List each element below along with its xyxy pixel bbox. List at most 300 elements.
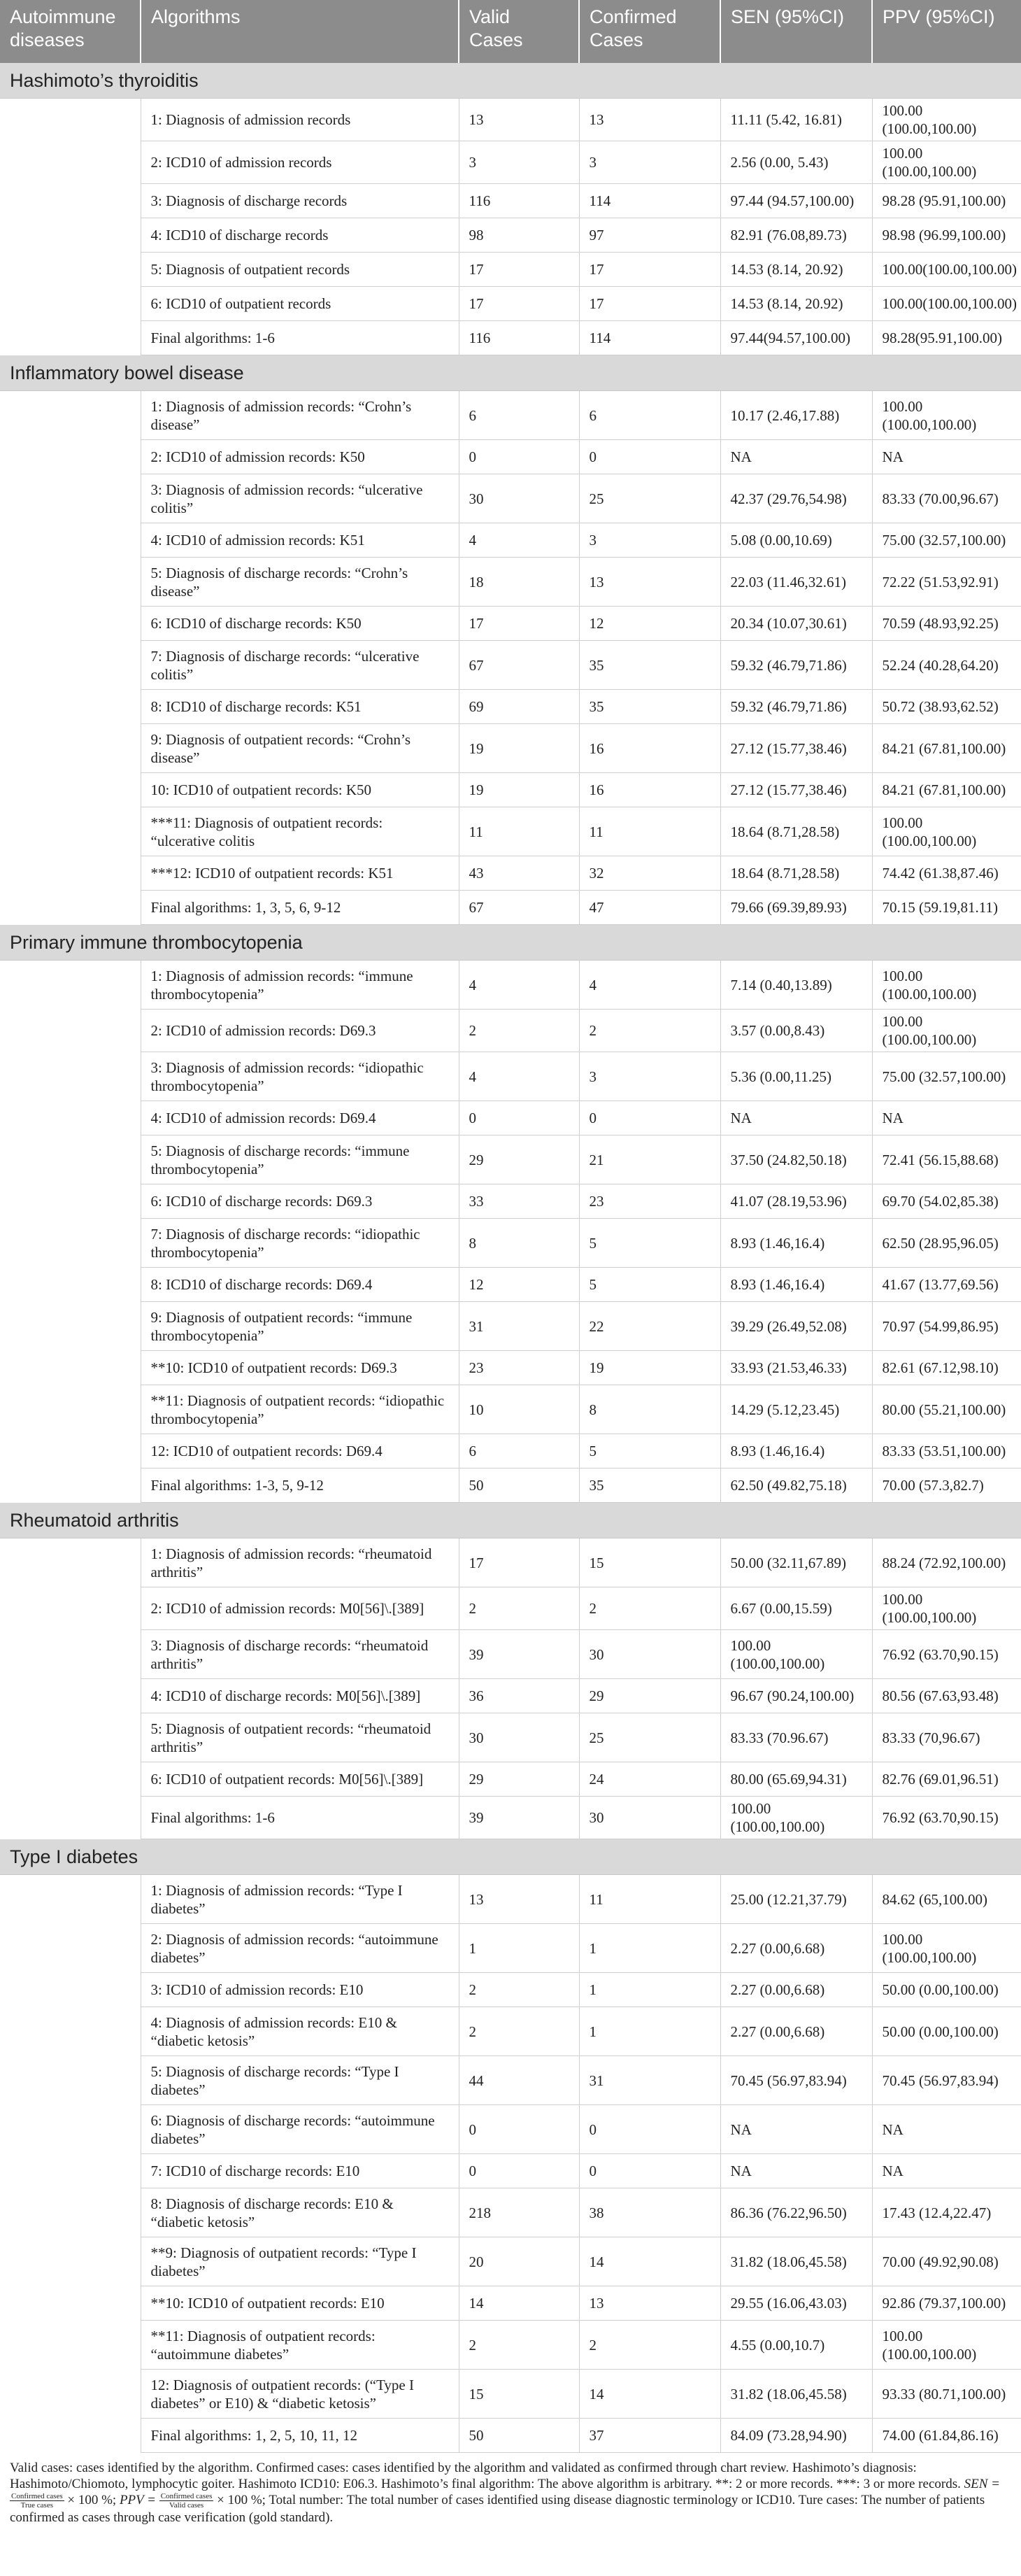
sen-cell: 5.36 (0.00,11.25) — [720, 1052, 872, 1101]
ppv-cell: 72.22 (51.53,92.91) — [872, 558, 1021, 607]
confirmed-cases-cell: 37 — [579, 2419, 720, 2453]
valid-cases-cell: 36 — [459, 1679, 579, 1713]
disease-cell-empty — [0, 1052, 141, 1101]
algorithm-cell: **11: Diagnosis of outpatient records: “autoimmune diabetes” — [141, 2321, 459, 2370]
algorithm-cell: 6: Diagnosis of discharge records: “autoimmune diabetes” — [141, 2105, 459, 2154]
ppv-cell: 70.15 (59.19,81.11) — [872, 891, 1021, 925]
sen-cell: NA — [720, 2154, 872, 2188]
valid-cases-cell: 17 — [459, 1538, 579, 1587]
sen-cell: 8.93 (1.46,16.4) — [720, 1268, 872, 1302]
disease-cell-empty — [0, 2007, 141, 2056]
valid-cases-cell: 20 — [459, 2237, 579, 2286]
algorithm-cell: 8: ICD10 of discharge records: K51 — [141, 690, 459, 724]
algorithm-cell: 10: ICD10 of outpatient records: K50 — [141, 773, 459, 807]
confirmed-cases-cell: 47 — [579, 891, 720, 925]
table-row — [0, 690, 1021, 724]
sen-cell: 8.93 (1.46,16.4) — [720, 1219, 872, 1268]
table-header-row — [0, 0, 1021, 63]
disease-cell-empty — [0, 523, 141, 558]
sen-cell: 2.27 (0.00,6.68) — [720, 1973, 872, 2007]
confirmed-cases-cell: 17 — [579, 253, 720, 287]
sen-cell: 11.11 (5.42, 16.81) — [720, 99, 872, 141]
algorithm-cell: 1: Diagnosis of admission records — [141, 99, 459, 141]
disease-cell-empty — [0, 558, 141, 607]
algorithm-cell: Final algorithms: 1, 2, 5, 10, 11, 12 — [141, 2419, 459, 2453]
valid-cases-cell: 19 — [459, 724, 579, 773]
section-row — [0, 63, 1021, 99]
ppv-cell: 84.21 (67.81,100.00) — [872, 724, 1021, 773]
confirmed-cases-cell: 2 — [579, 1587, 720, 1630]
ppv-cell: 69.70 (54.02,85.38) — [872, 1184, 1021, 1219]
header-confirmed-cases: Confirmed Cases — [579, 0, 720, 63]
ppv-cell: NA — [872, 2154, 1021, 2188]
sen-cell: 18.64 (8.71,28.58) — [720, 807, 872, 856]
ppv-cell: 100.00 (100.00,100.00) — [872, 961, 1021, 1010]
table-row — [0, 2237, 1021, 2286]
algorithm-cell: 8: Diagnosis of discharge records: E10 & “diabetic ketosis” — [141, 2188, 459, 2237]
confirmed-cases-cell: 97 — [579, 218, 720, 253]
valid-cases-cell: 6 — [459, 1434, 579, 1469]
sen-cell: NA — [720, 1101, 872, 1135]
valid-cases-cell: 18 — [459, 558, 579, 607]
section-title: Rheumatoid arthritis — [0, 1503, 1021, 1538]
algorithm-cell: ***11: Diagnosis of outpatient records: “ulcerative colitis — [141, 807, 459, 856]
header-algorithms: Algorithms — [141, 0, 459, 63]
algorithm-cell: 4: ICD10 of admission records: K51 — [141, 523, 459, 558]
ppv-cell: 70.59 (48.93,92.25) — [872, 607, 1021, 641]
sen-cell: 22.03 (11.46,32.61) — [720, 558, 872, 607]
confirmed-cases-cell: 0 — [579, 2105, 720, 2154]
confirmed-cases-cell: 30 — [579, 1797, 720, 1839]
algorithm-cell: 1: Diagnosis of admission records: “Type I diabetes” — [141, 1875, 459, 1924]
ppv-cell: 100.00 (100.00,100.00) — [872, 1010, 1021, 1052]
valid-cases-cell: 13 — [459, 99, 579, 141]
algorithm-cell: 2: ICD10 of admission records — [141, 141, 459, 184]
sen-fraction — [10, 2492, 64, 2510]
confirmed-cases-cell: 21 — [579, 1135, 720, 1184]
algorithm-cell: 4: Diagnosis of admission records: E10 & “diabetic ketosis” — [141, 2007, 459, 2056]
disease-cell-empty — [0, 2154, 141, 2188]
ppv-cell: 52.24 (40.28,64.20) — [872, 641, 1021, 690]
algorithm-cell: 9: Diagnosis of outpatient records: “Crohn’s disease” — [141, 724, 459, 773]
disease-cell-empty — [0, 2419, 141, 2453]
sen-cell: NA — [720, 440, 872, 474]
ppv-cell: 72.41 (56.15,88.68) — [872, 1135, 1021, 1184]
disease-cell-empty — [0, 1797, 141, 1839]
confirmed-cases-cell: 12 — [579, 607, 720, 641]
ppv-cell: 100.00(100.00,100.00) — [872, 287, 1021, 321]
valid-cases-cell: 31 — [459, 1302, 579, 1351]
disease-cell-empty — [0, 141, 141, 184]
table-row — [0, 1219, 1021, 1268]
ppv-cell: 50.00 (0.00,100.00) — [872, 1973, 1021, 2007]
valid-cases-cell: 0 — [459, 440, 579, 474]
sen-denominator: True cases — [20, 2501, 53, 2510]
table-row — [0, 2321, 1021, 2370]
disease-cell-empty — [0, 2056, 141, 2105]
disease-cell-empty — [0, 2105, 141, 2154]
algorithm-cell: 3: Diagnosis of discharge records: “rheumatoid arthritis” — [141, 1630, 459, 1679]
disease-cell-empty — [0, 99, 141, 141]
confirmed-cases-cell: 5 — [579, 1268, 720, 1302]
section-title: Inflammatory bowel disease — [0, 355, 1021, 391]
valid-cases-cell: 116 — [459, 184, 579, 218]
disease-cell-empty — [0, 961, 141, 1010]
disease-cell-empty — [0, 1184, 141, 1219]
ppv-cell: 70.00 (49.92,90.08) — [872, 2237, 1021, 2286]
algorithm-cell: 6: ICD10 of outpatient records — [141, 287, 459, 321]
table-row — [0, 474, 1021, 523]
valid-cases-cell: 0 — [459, 1101, 579, 1135]
ppv-cell: 82.61 (67.12,98.10) — [872, 1351, 1021, 1385]
disease-cell-empty — [0, 1469, 141, 1503]
header-valid-cases: Valid Cases — [459, 0, 579, 63]
disease-cell-empty — [0, 2321, 141, 2370]
confirmed-cases-cell: 19 — [579, 1351, 720, 1385]
table-row — [0, 2370, 1021, 2419]
valid-cases-cell: 2 — [459, 2007, 579, 2056]
algorithm-cell: 4: ICD10 of discharge records — [141, 218, 459, 253]
valid-cases-cell: 10 — [459, 1385, 579, 1434]
confirmed-cases-cell: 6 — [579, 391, 720, 440]
ppv-cell: 92.86 (79.37,100.00) — [872, 2286, 1021, 2321]
disease-cell-empty — [0, 1973, 141, 2007]
ppv-cell: 100.00 (100.00,100.00) — [872, 99, 1021, 141]
algorithm-cell: 2: ICD10 of admission records: K50 — [141, 440, 459, 474]
table-row — [0, 1010, 1021, 1052]
ppv-cell: NA — [872, 440, 1021, 474]
confirmed-cases-cell: 3 — [579, 523, 720, 558]
sen-cell: 100.00 (100.00,100.00) — [720, 1797, 872, 1839]
table-row — [0, 1469, 1021, 1503]
valid-cases-cell: 2 — [459, 1587, 579, 1630]
ppv-cell: 70.97 (54.99,86.95) — [872, 1302, 1021, 1351]
sen-cell: 42.37 (29.76,54.98) — [720, 474, 872, 523]
valid-cases-cell: 8 — [459, 1219, 579, 1268]
sen-cell: 50.00 (32.11,67.89) — [720, 1538, 872, 1587]
algorithm-cell: 4: ICD10 of discharge records: M0[56]\.[389] — [141, 1679, 459, 1713]
valid-cases-cell: 43 — [459, 856, 579, 891]
table-row — [0, 2188, 1021, 2237]
table-row — [0, 2056, 1021, 2105]
valid-cases-cell: 50 — [459, 1469, 579, 1503]
sen-cell: 14.53 (8.14, 20.92) — [720, 287, 872, 321]
table-row — [0, 1630, 1021, 1679]
algorithm-cell: 7: ICD10 of discharge records: E10 — [141, 2154, 459, 2188]
ppv-fraction — [159, 2492, 214, 2510]
algorithm-cell: Final algorithms: 1-6 — [141, 1797, 459, 1839]
disease-cell-empty — [0, 1924, 141, 1973]
confirmed-cases-cell: 35 — [579, 641, 720, 690]
disease-cell-empty — [0, 1762, 141, 1797]
valid-cases-cell: 11 — [459, 807, 579, 856]
disease-cell-empty — [0, 1875, 141, 1924]
valid-cases-cell: 17 — [459, 287, 579, 321]
table-row — [0, 2286, 1021, 2321]
sen-cell: 27.12 (15.77,38.46) — [720, 724, 872, 773]
table-row — [0, 961, 1021, 1010]
valid-cases-cell: 116 — [459, 321, 579, 355]
table-row — [0, 1762, 1021, 1797]
algorithm-cell: 7: Diagnosis of discharge records: “idiopathic thrombocytopenia” — [141, 1219, 459, 1268]
algorithm-cell: **9: Diagnosis of outpatient records: “Type I diabetes” — [141, 2237, 459, 2286]
algorithm-cell: **11: Diagnosis of outpatient records: “idiopathic thrombocytopenia” — [141, 1385, 459, 1434]
disease-cell-empty — [0, 690, 141, 724]
disease-cell-empty — [0, 1351, 141, 1385]
valid-cases-cell: 29 — [459, 1135, 579, 1184]
ppv-cell: 98.28 (95.91,100.00) — [872, 184, 1021, 218]
confirmed-cases-cell: 38 — [579, 2188, 720, 2237]
table-row — [0, 440, 1021, 474]
valid-cases-cell: 67 — [459, 891, 579, 925]
algorithm-cell: 6: ICD10 of discharge records: K50 — [141, 607, 459, 641]
ppv-formula-label: PPV = — [119, 2493, 159, 2507]
sen-cell: 59.32 (46.79,71.86) — [720, 690, 872, 724]
sen-cell: 4.55 (0.00,10.7) — [720, 2321, 872, 2370]
sen-cell: 2.27 (0.00,6.68) — [720, 1924, 872, 1973]
algorithm-cell: 3: Diagnosis of admission records: “ulcerative colitis” — [141, 474, 459, 523]
table-row — [0, 321, 1021, 355]
confirmed-cases-cell: 23 — [579, 1184, 720, 1219]
algorithm-cell: 7: Diagnosis of discharge records: “ulcerative colitis” — [141, 641, 459, 690]
algorithm-cell: 5: Diagnosis of outpatient records — [141, 253, 459, 287]
confirmed-cases-cell: 13 — [579, 2286, 720, 2321]
disease-cell-empty — [0, 1101, 141, 1135]
confirmed-cases-cell: 0 — [579, 440, 720, 474]
ppv-cell: 74.42 (61.38,87.46) — [872, 856, 1021, 891]
confirmed-cases-cell: 35 — [579, 690, 720, 724]
valid-cases-cell: 39 — [459, 1630, 579, 1679]
sen-cell: 8.93 (1.46,16.4) — [720, 1434, 872, 1469]
table-row — [0, 2419, 1021, 2453]
valid-cases-cell: 30 — [459, 1713, 579, 1762]
disease-cell-empty — [0, 2188, 141, 2237]
sen-cell: 80.00 (65.69,94.31) — [720, 1762, 872, 1797]
sen-cell: 33.93 (21.53,46.33) — [720, 1351, 872, 1385]
disease-cell-empty — [0, 440, 141, 474]
ppv-denominator: Valid cases — [169, 2501, 204, 2510]
table-row — [0, 1101, 1021, 1135]
sen-formula-label: SEN = — [964, 2477, 1000, 2491]
confirmed-cases-cell: 3 — [579, 141, 720, 184]
valid-cases-cell: 2 — [459, 1973, 579, 2007]
sen-cell: 70.45 (56.97,83.94) — [720, 2056, 872, 2105]
ppv-cell: 100.00 (100.00,100.00) — [872, 2321, 1021, 2370]
confirmed-cases-cell: 8 — [579, 1385, 720, 1434]
table-row — [0, 2105, 1021, 2154]
confirmed-cases-cell: 22 — [579, 1302, 720, 1351]
table-row — [0, 773, 1021, 807]
table-row — [0, 1385, 1021, 1434]
disease-cell-empty — [0, 891, 141, 925]
sen-cell: 25.00 (12.21,37.79) — [720, 1875, 872, 1924]
ppv-cell: 82.76 (69.01,96.51) — [872, 1762, 1021, 1797]
disease-cell-empty — [0, 724, 141, 773]
valid-cases-cell: 33 — [459, 1184, 579, 1219]
sen-cell: 39.29 (26.49,52.08) — [720, 1302, 872, 1351]
sen-cell: 96.67 (90.24,100.00) — [720, 1679, 872, 1713]
valid-cases-cell: 4 — [459, 523, 579, 558]
table-row — [0, 253, 1021, 287]
ppv-cell: 80.56 (67.63,93.48) — [872, 1679, 1021, 1713]
table-row — [0, 1587, 1021, 1630]
table-footnote — [0, 2453, 1021, 2526]
sen-cell: 41.07 (28.19,53.96) — [720, 1184, 872, 1219]
valid-cases-cell: 3 — [459, 141, 579, 184]
confirmed-cases-cell: 31 — [579, 2056, 720, 2105]
algorithm-cell: 3: Diagnosis of discharge records — [141, 184, 459, 218]
table-row — [0, 141, 1021, 184]
ppv-cell: 41.67 (13.77,69.56) — [872, 1268, 1021, 1302]
disease-cell-empty — [0, 287, 141, 321]
sen-cell: 100.00 (100.00,100.00) — [720, 1630, 872, 1679]
table-row — [0, 523, 1021, 558]
disease-cell-empty — [0, 253, 141, 287]
table-row — [0, 2007, 1021, 2056]
table-row — [0, 1184, 1021, 1219]
ppv-cell: NA — [872, 1101, 1021, 1135]
confirmed-cases-cell: 25 — [579, 474, 720, 523]
table-row — [0, 1875, 1021, 1924]
valid-cases-cell: 12 — [459, 1268, 579, 1302]
disease-cell-empty — [0, 1302, 141, 1351]
table-row — [0, 218, 1021, 253]
header-ppv: PPV (95%CI) — [872, 0, 1021, 63]
section-title: Primary immune thrombocytopenia — [0, 925, 1021, 961]
ppv-cell: 70.00 (57.3,82.7) — [872, 1469, 1021, 1503]
valid-cases-cell: 6 — [459, 391, 579, 440]
confirmed-cases-cell: 32 — [579, 856, 720, 891]
algorithm-cell: Final algorithms: 1, 3, 5, 6, 9-12 — [141, 891, 459, 925]
confirmed-cases-cell: 2 — [579, 1010, 720, 1052]
algorithm-cell: 3: ICD10 of admission records: E10 — [141, 1973, 459, 2007]
valid-cases-cell: 4 — [459, 1052, 579, 1101]
algorithm-cell: 5: Diagnosis of discharge records: “immune thrombocytopenia” — [141, 1135, 459, 1184]
disease-cell-empty — [0, 2237, 141, 2286]
valid-cases-cell: 2 — [459, 1010, 579, 1052]
valid-cases-cell: 23 — [459, 1351, 579, 1385]
ppv-cell: 75.00 (32.57,100.00) — [872, 1052, 1021, 1101]
table-row — [0, 1052, 1021, 1101]
ppv-cell: 100.00 (100.00,100.00) — [872, 1924, 1021, 1973]
confirmed-cases-cell: 24 — [579, 1762, 720, 1797]
algorithm-cell: ***12: ICD10 of outpatient records: K51 — [141, 856, 459, 891]
sen-cell: 62.50 (49.82,75.18) — [720, 1469, 872, 1503]
confirmed-cases-cell: 16 — [579, 724, 720, 773]
sen-cell: 10.17 (2.46,17.88) — [720, 391, 872, 440]
footnote-totals: × 100 %; Total number: The total number of cases identified using disease diagnostic terminology or ICD10. Ture cases: The number of patients confirmed as cases through case verification (gold standard). — [10, 2493, 985, 2526]
valid-cases-cell: 69 — [459, 690, 579, 724]
algorithm-cell: 1: Diagnosis of admission records: “Crohn’s disease” — [141, 391, 459, 440]
ppv-cell: 76.92 (63.70,90.15) — [872, 1630, 1021, 1679]
sen-cell: 5.08 (0.00,10.69) — [720, 523, 872, 558]
disease-cell-empty — [0, 1010, 141, 1052]
ppv-cell: 100.00 (100.00,100.00) — [872, 807, 1021, 856]
valid-cases-cell: 17 — [459, 253, 579, 287]
table-row — [0, 2154, 1021, 2188]
table-row — [0, 856, 1021, 891]
disease-cell-empty — [0, 2286, 141, 2321]
ppv-cell: 50.72 (38.93,62.52) — [872, 690, 1021, 724]
ppv-cell: 100.00 (100.00,100.00) — [872, 1587, 1021, 1630]
sen-cell: 37.50 (24.82,50.18) — [720, 1135, 872, 1184]
sen-cell: 29.55 (16.06,43.03) — [720, 2286, 872, 2321]
sen-cell: 20.34 (10.07,30.61) — [720, 607, 872, 641]
section-row — [0, 1839, 1021, 1875]
valid-cases-cell: 67 — [459, 641, 579, 690]
ppv-numerator: Confirmed cases — [160, 2492, 213, 2501]
sen-cell: 27.12 (15.77,38.46) — [720, 773, 872, 807]
sen-cell: 31.82 (18.06,45.58) — [720, 2237, 872, 2286]
algorithm-cell: 6: ICD10 of discharge records: D69.3 — [141, 1184, 459, 1219]
table-row — [0, 1797, 1021, 1839]
confirmed-cases-cell: 13 — [579, 558, 720, 607]
disease-cell-empty — [0, 1385, 141, 1434]
confirmed-cases-cell: 0 — [579, 1101, 720, 1135]
sen-cell: 59.32 (46.79,71.86) — [720, 641, 872, 690]
algorithm-cell: 5: Diagnosis of discharge records: “Type I diabetes” — [141, 2056, 459, 2105]
ppv-cell: 74.00 (61.84,86.16) — [872, 2419, 1021, 2453]
algorithm-cell: 8: ICD10 of discharge records: D69.4 — [141, 1268, 459, 1302]
ppv-cell: 93.33 (80.71,100.00) — [872, 2370, 1021, 2419]
sen-cell: 7.14 (0.40,13.89) — [720, 961, 872, 1010]
algorithm-cell: **10: ICD10 of outpatient records: E10 — [141, 2286, 459, 2321]
disease-cell-empty — [0, 2370, 141, 2419]
confirmed-cases-cell: 17 — [579, 287, 720, 321]
ppv-cell: 88.24 (72.92,100.00) — [872, 1538, 1021, 1587]
disease-cell-empty — [0, 474, 141, 523]
sen-formula-tail: × 100 %; — [64, 2493, 117, 2507]
sen-numerator: Confirmed cases — [11, 2492, 63, 2501]
section-title: Type I diabetes — [0, 1839, 1021, 1875]
algorithm-cell: 12: Diagnosis of outpatient records: (“Type I diabetes” or E10) & “diabetic ketosis” — [141, 2370, 459, 2419]
confirmed-cases-cell: 5 — [579, 1219, 720, 1268]
disease-cell-empty — [0, 607, 141, 641]
disease-cell-empty — [0, 773, 141, 807]
sen-cell: 84.09 (73.28,94.90) — [720, 2419, 872, 2453]
confirmed-cases-cell: 16 — [579, 773, 720, 807]
valid-cases-cell: 17 — [459, 607, 579, 641]
valid-cases-cell: 4 — [459, 961, 579, 1010]
sen-cell: 14.53 (8.14, 20.92) — [720, 253, 872, 287]
table-row — [0, 1924, 1021, 1973]
disease-cell-empty — [0, 1434, 141, 1469]
sen-cell: 79.66 (69.39,89.93) — [720, 891, 872, 925]
confirmed-cases-cell: 11 — [579, 1875, 720, 1924]
confirmed-cases-cell: 114 — [579, 321, 720, 355]
table-row — [0, 1538, 1021, 1587]
ppv-cell: 83.33 (70.00,96.67) — [872, 474, 1021, 523]
disease-cell-empty — [0, 1713, 141, 1762]
confirmed-cases-cell: 1 — [579, 1973, 720, 2007]
valid-cases-cell: 98 — [459, 218, 579, 253]
table-row — [0, 1713, 1021, 1762]
ppv-cell: 50.00 (0.00,100.00) — [872, 2007, 1021, 2056]
ppv-cell: 84.62 (65,100.00) — [872, 1875, 1021, 1924]
confirmed-cases-cell: 14 — [579, 2237, 720, 2286]
table-body — [0, 63, 1021, 2453]
algorithm-cell: 1: Diagnosis of admission records: “immune thrombocytopenia” — [141, 961, 459, 1010]
confirmed-cases-cell: 13 — [579, 99, 720, 141]
valid-cases-cell: 0 — [459, 2154, 579, 2188]
valid-cases-cell: 30 — [459, 474, 579, 523]
confirmed-cases-cell: 35 — [579, 1469, 720, 1503]
confirmed-cases-cell: 4 — [579, 961, 720, 1010]
disease-cell-empty — [0, 1135, 141, 1184]
algorithm-cell: 4: ICD10 of admission records: D69.4 — [141, 1101, 459, 1135]
table-row — [0, 1135, 1021, 1184]
table-row — [0, 184, 1021, 218]
